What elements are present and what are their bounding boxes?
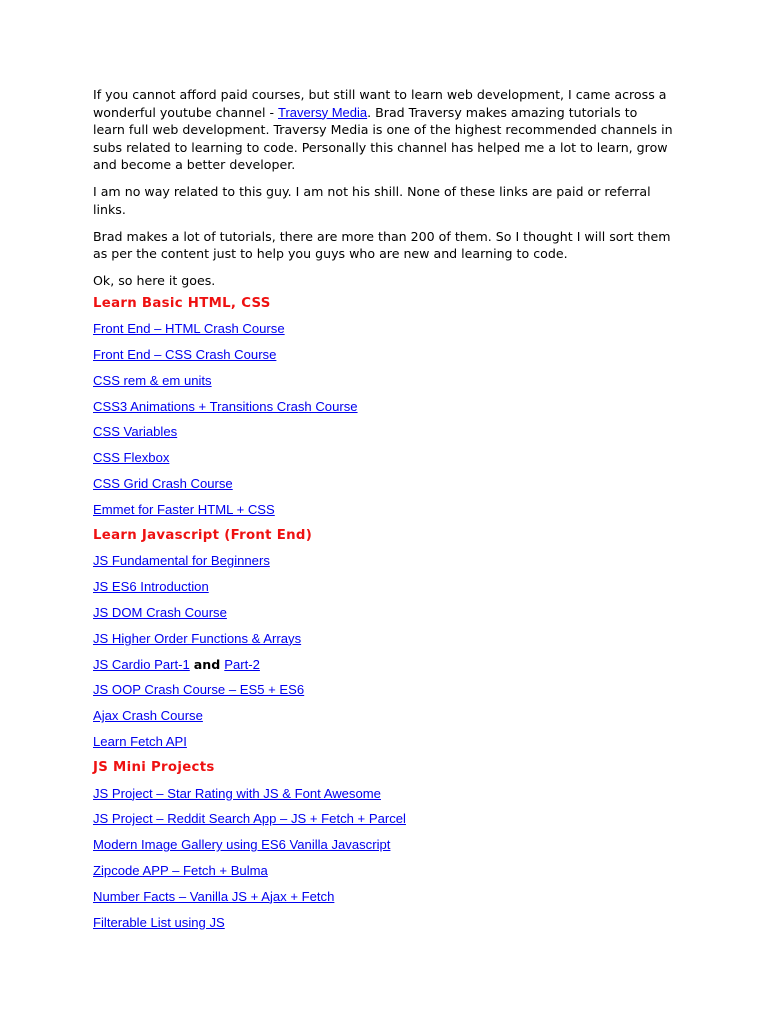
section-heading-mini-projects: JS Mini Projects [93, 759, 215, 775]
intro-paragraph-3: Brad makes a lot of tutorials, there are more than 200 of them. So I thought I will sort them as per the content just to help you guys who are new and learning to code. [93, 228, 671, 261]
list-item [93, 475, 673, 501]
link-filterable-list[interactable]: Filterable List using JS [93, 914, 225, 930]
list-item [93, 501, 673, 527]
intro-paragraph-1 [93, 86, 673, 174]
document-page [93, 86, 673, 939]
list-item [93, 552, 673, 578]
list-item [93, 836, 673, 862]
list-item [93, 681, 673, 707]
link-reddit-search[interactable]: JS Project – Reddit Search App – JS + Fetch + Parcel [93, 811, 406, 827]
list-item [93, 810, 673, 836]
list-item [93, 604, 673, 630]
list-item [93, 372, 673, 398]
link-css-variables[interactable]: CSS Variables [93, 424, 178, 440]
list-item [93, 862, 673, 888]
section-heading-html-css: Learn Basic HTML, CSS [93, 295, 271, 311]
list-item [93, 888, 673, 914]
list-item [93, 785, 673, 811]
link-css-grid[interactable]: CSS Grid Crash Course [93, 476, 233, 492]
list-item [93, 398, 673, 424]
section-heading-javascript: Learn Javascript (Front End) [93, 527, 313, 543]
link-js-cardio-part-1[interactable]: JS Cardio Part-1 [93, 656, 190, 672]
link-css-rem-em[interactable]: CSS rem & em units [93, 372, 212, 388]
link-emmet[interactable]: Emmet for Faster HTML + CSS [93, 501, 275, 517]
link-css3-animations[interactable]: CSS3 Animations + Transitions Crash Course [93, 398, 358, 414]
link-css-flexbox[interactable]: CSS Flexbox [93, 450, 170, 466]
link-js-cardio-part-2[interactable]: Part-2 [224, 656, 260, 672]
link-js-oop[interactable]: JS OOP Crash Course – ES5 + ES6 [93, 682, 305, 698]
traversy-media-link[interactable]: Traversy Media [278, 104, 368, 120]
intro-text-after-link: . Brad Traversy makes amazing tutorials to learn full web development. Traversy Media is one of the highest recommended channels in subs related to learning to code. Personally this channel has helped me a lot to learn, grow and become a better developer. [93, 104, 673, 172]
link-js-higher-order[interactable]: JS Higher Order Functions & Arrays [93, 630, 302, 646]
intro-paragraph-4: Ok, so here it goes. [93, 273, 216, 288]
link-zipcode-app[interactable]: Zipcode APP – Fetch + Bulma [93, 863, 268, 879]
list-item [93, 914, 673, 940]
intro-paragraph-2: I am no way related to this guy. I am not his shill. None of these links are paid or referral links. [93, 184, 651, 217]
list-item [93, 423, 673, 449]
list-item [93, 449, 673, 475]
link-image-gallery[interactable]: Modern Image Gallery using ES6 Vanilla Javascript [93, 837, 391, 853]
list-item [93, 656, 673, 682]
list-item [93, 578, 673, 604]
link-html-crash-course[interactable]: Front End – HTML Crash Course [93, 321, 285, 337]
link-js-fundamentals[interactable]: JS Fundamental for Beginners [93, 553, 270, 569]
link-js-dom[interactable]: JS DOM Crash Course [93, 605, 227, 621]
list-item [93, 320, 673, 346]
link-fetch-api[interactable]: Learn Fetch API [93, 734, 187, 750]
link-number-facts[interactable]: Number Facts – Vanilla JS + Ajax + Fetch [93, 888, 335, 904]
list-item [93, 630, 673, 656]
link-js-es6[interactable]: JS ES6 Introduction [93, 579, 209, 595]
link-css-crash-course[interactable]: Front End – CSS Crash Course [93, 347, 277, 363]
link-star-rating[interactable]: JS Project – Star Rating with JS & Font Awesome [93, 785, 381, 801]
list-item [93, 707, 673, 733]
and-connector: and [193, 656, 221, 672]
list-item [93, 346, 673, 372]
list-item [93, 733, 673, 759]
intro-text-before-link: If you cannot afford paid courses, but still want to learn web development, I came across a wonderful youtube channel - [93, 87, 667, 120]
link-ajax[interactable]: Ajax Crash Course [93, 708, 203, 724]
